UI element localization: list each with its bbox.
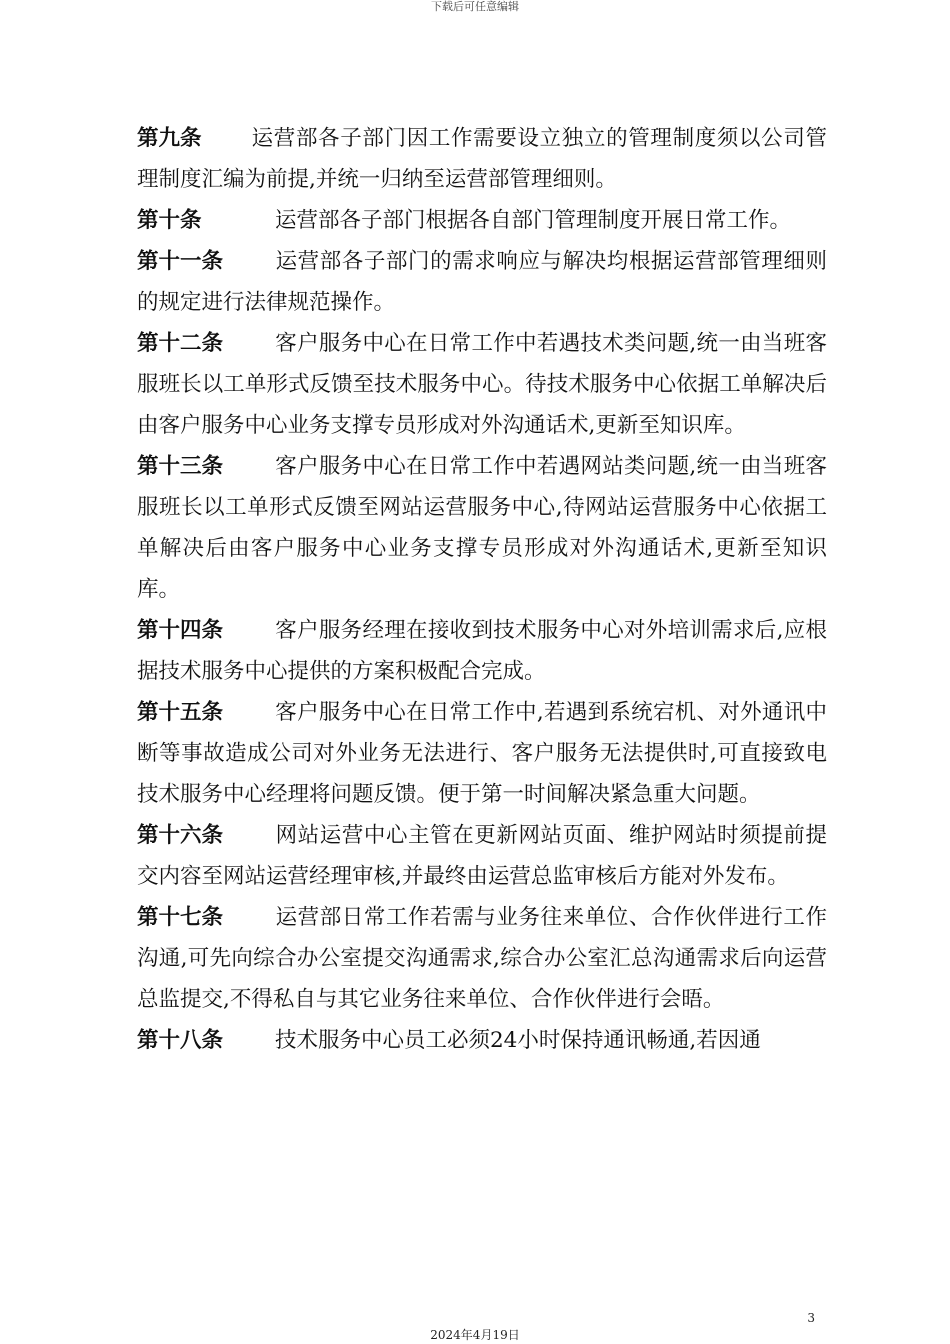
article-text: 客户服务中心在日常工作中,若遇到系统宕机、对外通讯中断等事故造成公司对外业务无法进行、客户服务无法提供时,可直接致电技术服务中心经理将问题反馈。便于第一时间解决紧急重大问题。 (137, 700, 827, 807)
article-text: 客户服务经理在接收到技术服务中心对外培训需求后,应根据技术服务中心提供的方案积极配合完成。 (137, 618, 827, 684)
article-label: 第十八条 (137, 1028, 224, 1053)
article-label: 第十六条 (137, 823, 224, 848)
article-16 (137, 815, 827, 897)
article-17 (137, 897, 827, 1020)
article-label: 第九条 (137, 126, 202, 151)
article-13 (137, 446, 827, 610)
article-14 (137, 610, 827, 692)
article-text: 网站运营中心主管在更新网站页面、维护网站时须提前提交内容至网站运营经理审核,并最终由运营总监审核后方能对外发布。 (137, 823, 827, 889)
article-15 (137, 692, 827, 815)
article-label: 第十条 (137, 208, 202, 233)
footer-date: 2024年4月19日 (430, 1328, 520, 1342)
header-note: 下载后可任意编辑 (431, 0, 519, 13)
article-label: 第十三条 (137, 454, 224, 479)
article-text: 运营部各子部门根据各自部门管理制度开展日常工作。 (275, 208, 792, 233)
article-label: 第十四条 (137, 618, 224, 643)
article-text: 运营部日常工作若需与业务往来单位、合作伙伴进行工作沟通,可先向综合办公室提交沟通需求,综合办公室汇总沟通需求后向运营总监提交,不得私自与其它业务往来单位、合作伙伴进行会晤。 (137, 905, 827, 1012)
article-9 (137, 118, 827, 200)
document-body (137, 118, 827, 1061)
article-text: 客户服务中心在日常工作中若遇技术类问题,统一由当班客服班长以工单形式反馈至技术服务中心。待技术服务中心依据工单解决后由客户服务中心业务支撑专员形成对外沟通话术,更新至知识库。 (137, 331, 827, 438)
article-label: 第十一条 (137, 249, 224, 274)
article-text: 运营部各子部门的需求响应与解决均根据运营部管理细则的规定进行法律规范操作。 (137, 249, 827, 315)
article-11 (137, 241, 827, 323)
article-18 (137, 1020, 827, 1061)
article-label: 第十五条 (137, 700, 224, 725)
article-12 (137, 323, 827, 446)
article-text: 技术服务中心员工必须24小时保持通讯畅通,若因通 (275, 1028, 761, 1053)
page-number: 3 (807, 1311, 815, 1325)
article-10 (137, 200, 827, 241)
article-text: 客户服务中心在日常工作中若遇网站类问题,统一由当班客服班长以工单形式反馈至网站运营服务中心,待网站运营服务中心依据工单解决后由客户服务中心业务支撑专员形成对外沟通话术,更新至知识库。 (137, 454, 827, 602)
article-text: 运营部各子部门因工作需要设立独立的管理制度须以公司管理制度汇编为前提,并统一归纳至运营部管理细则。 (137, 126, 827, 192)
article-label: 第十二条 (137, 331, 224, 356)
article-label: 第十七条 (137, 905, 224, 930)
